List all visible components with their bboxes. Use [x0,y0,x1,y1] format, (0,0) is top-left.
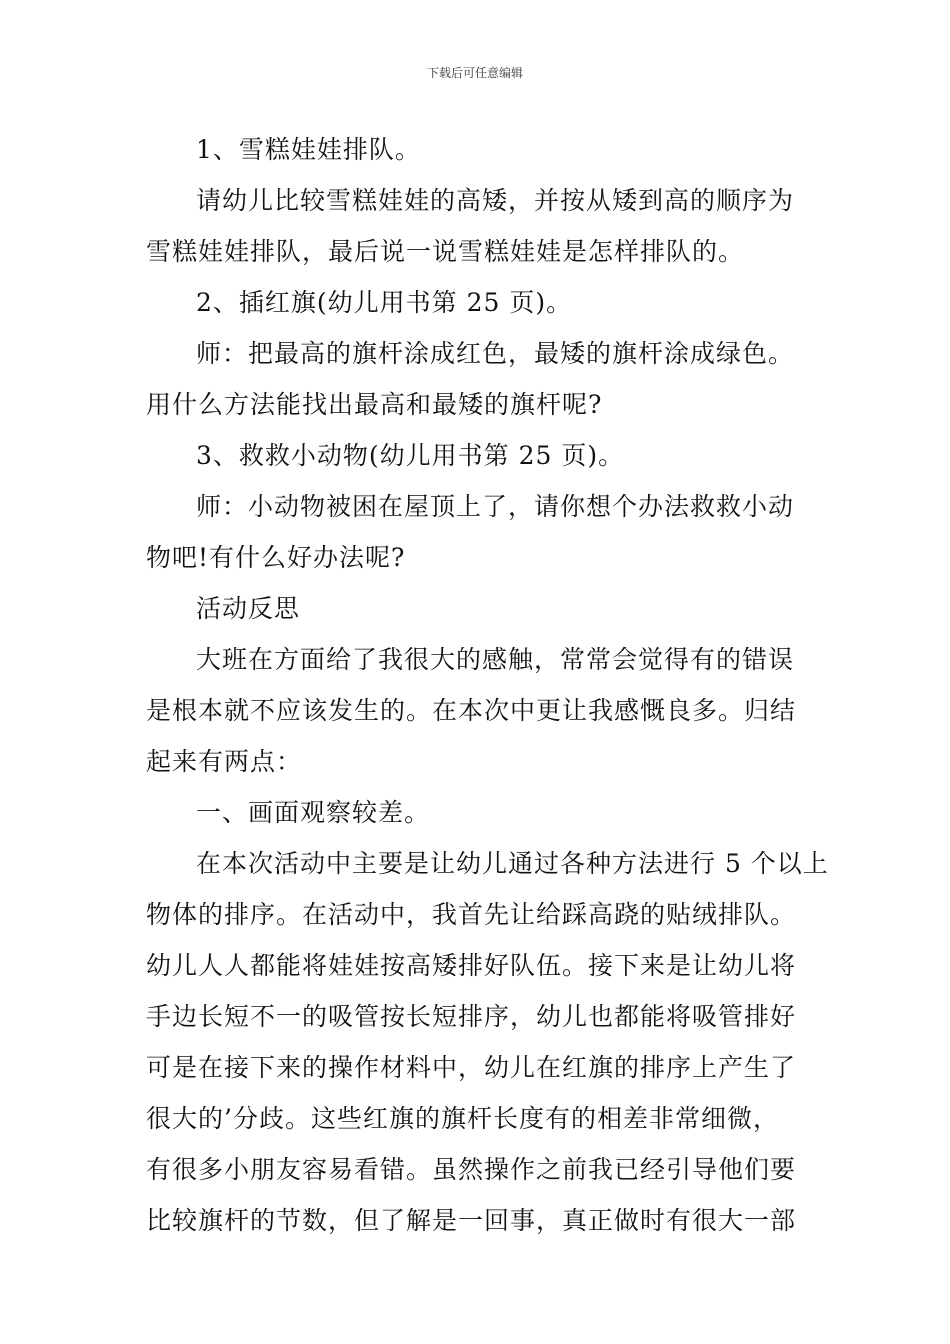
text-line: 师：把最高的旗杆涂成红色，最矮的旗杆涂成绿色。 [196,339,795,368]
text-line: 起来有两点： [146,747,303,776]
text-line: 比较旗杆的节数，但了解是一回事，真正做时有很大一部 [146,1206,797,1235]
text-line: 1、雪糕娃娃排队。 [196,135,421,164]
text-line: 有很多小朋友容易看错。虽然操作之前我已经引导他们要 [146,1155,797,1184]
text-line: 雪糕娃娃排队，最后说一说雪糕娃娃是怎样排队的。 [146,237,745,266]
text-line: 手边长短不一的吸管按长短排序，幼儿也都能将吸管排好 [146,1002,797,1031]
text-line: 大班在方面给了我很大的感触，常常会觉得有的错误 [196,645,795,674]
text-line: 可是在接下来的操作材料中，幼儿在红旗的排序上产生了 [146,1053,797,1082]
text-line: 请幼儿比较雪糕娃娃的高矮，并按从矮到高的顺序为 [196,186,795,215]
page-header: 下载后可任意编辑 [426,66,523,80]
text-line: 幼儿人人都能将娃娃按高矮排好队伍。接下来是让幼儿将 [146,951,797,980]
text-line: 用什么方法能找出最高和最矮的旗杆呢? [146,390,603,419]
text-line: 物吧!有什么好办法呢? [146,543,406,572]
text-line: 是根本就不应该发生的。在本次中更让我感慨良多。归结 [146,696,797,725]
text-line: 物体的排序。在活动中，我首先让给踩高跷的贴绒排队。 [146,900,797,929]
text-line: 很大的’分歧。这些红旗的旗杆长度有的相差非常细微， [146,1104,779,1133]
text-line: 师：小动物被困在屋顶上了，请你想个办法救救小动 [196,492,795,521]
body-text [146,124,829,1246]
text-line: 3、救救小动物(幼儿用书第 25 页)。 [196,441,625,470]
text-line: 2、插红旗(幼儿用书第 25 页)。 [196,288,573,317]
text-line: 在本次活动中主要是让幼儿通过各种方法进行 5 个以上 [196,849,829,878]
text-line: 活动反思 [196,594,301,623]
text-line: 一、画面观察较差。 [196,798,431,827]
